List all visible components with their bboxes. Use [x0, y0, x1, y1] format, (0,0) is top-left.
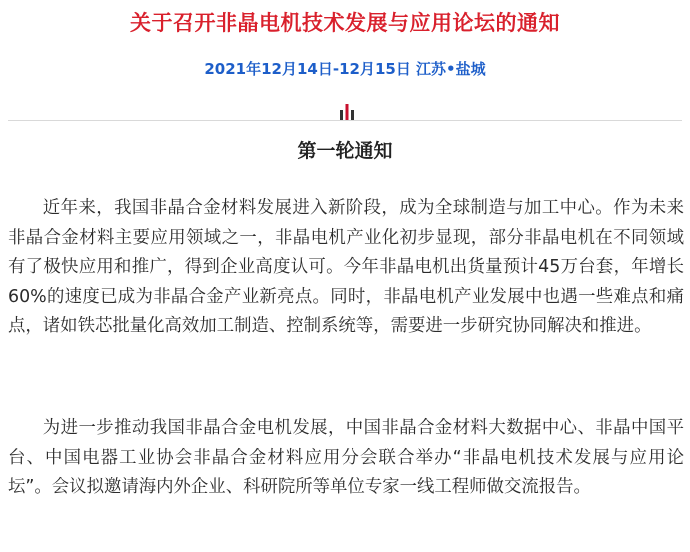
event-date-location: 2021年12月14日-12月15日 江苏•盐城 — [204, 60, 486, 78]
bar-chart-icon-bar-left — [340, 110, 343, 120]
paragraph-forum: 为进一步推动我国非晶合金电机发展，中国非晶合金材料大数据中心、非晶中国平台、中国电器工业协会非晶合金材料应用分会联合举办“非晶电机技术发展与应用论坛”。会议拟邀请海内外企业、科研院所等单位专家一线工程师做交流报告。 — [8, 418, 684, 497]
header-divider — [8, 120, 682, 121]
bar-chart-icon-bar-right — [351, 110, 354, 120]
bar-chart-icon-bar-middle — [346, 104, 349, 120]
notice-title: 关于召开非晶电机技术发展与应用论坛的通知 — [130, 11, 560, 35]
bar-chart-icon — [340, 104, 354, 120]
section-heading: 第一轮通知 — [297, 140, 393, 162]
paragraph-intro: 近年来，我国非晶合金材料发展进入新阶段，成为全球制造与加工中心。作为未来非晶合金材料主要应用领域之一，非晶电机产业化初步显现，部分非晶电机在不同领域有了极快应用和推广，得到企业高度认可。今年非晶电机出货量预计45万台套，年增长60%的速度已成为非晶合金产业新亮点。同时，非晶电机产业发展中也遇一些难点和痛点，诸如铁芯批量化高效加工制造、控制系统等，需要进一步研究协同解决和推进。 — [8, 198, 684, 336]
